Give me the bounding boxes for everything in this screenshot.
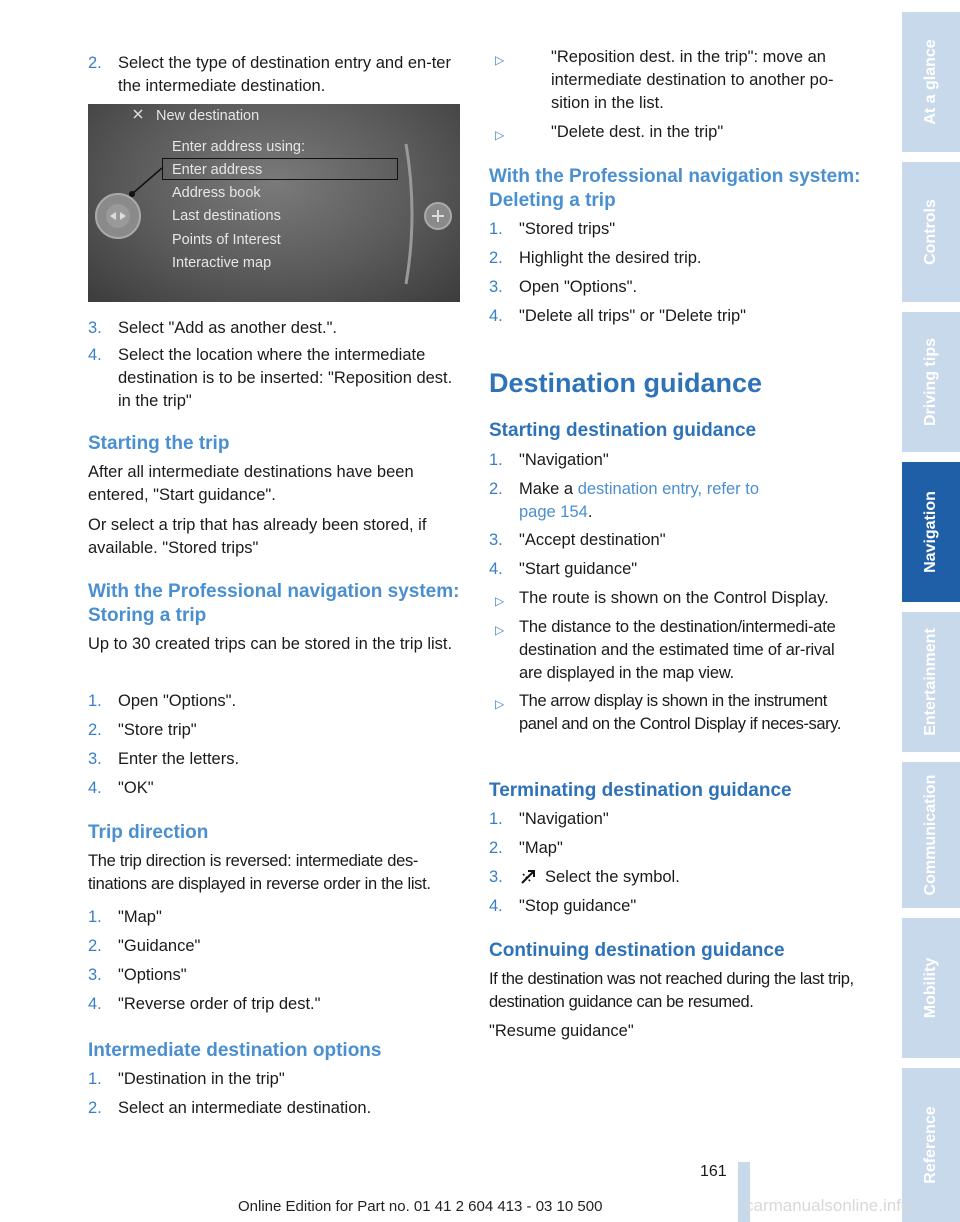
step-number: 1. (88, 1070, 102, 1088)
paragraph: If the destination was not reached during the last trip, destination guidance can be resumed. (489, 970, 854, 1011)
tab-at-a-glance[interactable] (902, 12, 960, 152)
menu-item: Enter address (172, 162, 263, 178)
step-number: 4. (489, 560, 503, 578)
step-text: Open "Options". (118, 692, 237, 710)
tab-reference[interactable] (902, 1068, 960, 1222)
page-number: 161 (700, 1163, 727, 1180)
step-text: "OK" (118, 779, 154, 797)
tab-label: Navigation (922, 491, 939, 573)
bullet-text: The arrow display is shown in the instrument panel and on the Control Display if neces-sary. (519, 692, 842, 733)
step-text: "Delete all trips" or "Delete trip" (519, 307, 747, 325)
step-text: Open "Options". (519, 278, 638, 296)
bullet-text: The route is shown on the Control Display. (519, 589, 829, 607)
step-text: "Accept destination" (519, 531, 666, 549)
step-text-prefix: Make a (519, 480, 578, 498)
step-number: 2. (88, 937, 102, 955)
step-number: 4. (489, 307, 503, 325)
tab-mobility[interactable] (902, 918, 960, 1058)
step-text: "Guidance" (118, 937, 201, 955)
step-text (519, 478, 799, 524)
step-number: 4. (489, 897, 503, 915)
step-text: Highlight the desired trip. (519, 249, 702, 267)
step-text: "Navigation" (519, 451, 609, 469)
step-text: Select the symbol. (545, 868, 680, 886)
idrive-screenshot (88, 104, 460, 302)
step-text: Select "Add as another dest.". (118, 319, 338, 337)
step-number: 2. (489, 480, 503, 498)
step-text: "Navigation" (519, 810, 609, 828)
chapter-heading: Destination guidance (489, 368, 763, 398)
step-number: 4. (88, 346, 102, 364)
tab-label: Reference (922, 1106, 939, 1184)
step-text: "Map" (519, 839, 563, 857)
controller-graphic (88, 104, 460, 302)
step-number: 2. (489, 249, 503, 267)
paragraph: After all intermediate destinations have been entered, "Start guidance". (88, 463, 414, 504)
step-text: "Destination in the trip" (118, 1070, 285, 1088)
section-heading: Intermediate destination options (88, 1040, 382, 1061)
step-number: 4. (88, 779, 102, 797)
section-heading: With the Professional navigation system: Deleting a trip (489, 166, 861, 211)
bullet-text: "Reposition dest. in the trip": move an intermediate destination to another po-sition in the list. (551, 48, 834, 112)
paragraph: Up to 30 created trips can be stored in the trip list. (88, 635, 453, 653)
tab-navigation[interactable] (902, 462, 960, 602)
bullet-icon: ▷ (495, 128, 505, 142)
tab-label: Entertainment (922, 628, 939, 736)
step-number: 1. (489, 220, 503, 238)
step-number: 2. (489, 839, 503, 857)
step-number: 3. (88, 750, 102, 768)
bullet-text: The distance to the destination/intermedi-ate destination and the estimated time of ar-rival are displayed in the map view. (519, 618, 836, 682)
section-heading: Continuing destination guidance (489, 940, 785, 961)
section-heading: Starting the trip (88, 433, 230, 454)
step-number: 1. (489, 810, 503, 828)
step-text: "Map" (118, 908, 162, 926)
tab-label: Mobility (922, 957, 939, 1019)
step-number: 3. (489, 868, 503, 886)
bullet-icon: ▷ (495, 623, 505, 637)
menu-item: Last destinations (172, 208, 281, 224)
bullet-icon: ▷ (495, 594, 505, 608)
screenshot-header: New destination (156, 108, 260, 124)
tab-label: At a glance (922, 39, 939, 125)
step-number: 3. (489, 531, 503, 549)
step-text: Select the type of destination entry and en-ter the intermediate destination. (118, 54, 451, 95)
paragraph: Or select a trip that has already been stored, if available. "Stored trips" (88, 516, 427, 557)
step-number: 2. (88, 54, 102, 72)
step-number: 1. (88, 692, 102, 710)
bullet-icon: ▷ (495, 53, 505, 67)
step-text: "Stored trips" (519, 220, 616, 238)
step-number: 2. (88, 721, 102, 739)
step-number: 4. (88, 995, 102, 1013)
guidance-symbol-icon (519, 868, 537, 893)
menu-item: Points of Interest (172, 232, 281, 248)
step-text: Select an intermediate destination. (118, 1099, 372, 1117)
section-heading: Trip direction (88, 822, 209, 843)
page-reference-link[interactable]: destination entry, refer to page 154 (519, 480, 759, 521)
step-text-suffix: . (587, 503, 593, 521)
tab-driving-tips[interactable] (902, 312, 960, 452)
step-number: 1. (88, 908, 102, 926)
step-text: "Options" (118, 966, 187, 984)
watermark: carmanualsonline.info (745, 1196, 911, 1215)
step-text: "Start guidance" (519, 560, 638, 578)
tab-entertainment[interactable] (902, 612, 960, 752)
paragraph: The trip direction is reversed: intermediate des-tinations are displayed in reverse order in the list. (88, 852, 431, 893)
tab-label: Controls (922, 199, 939, 265)
menu-item: Address book (172, 185, 261, 201)
tab-communication[interactable] (902, 762, 960, 908)
footer-text: Online Edition for Part no. 01 41 2 604 413 - 03 10 500 (238, 1198, 603, 1215)
menu-item: Enter address using: (172, 139, 305, 155)
step-text: Select the location where the intermediate destination is to be inserted: "Reposition dest. in the trip" (118, 346, 453, 410)
step-number: 2. (88, 1099, 102, 1117)
tab-label: Driving tips (922, 337, 939, 427)
menu-item: Interactive map (172, 255, 272, 271)
section-heading: With the Professional navigation system: Storing a trip (88, 581, 460, 626)
bullet-icon: ▷ (495, 697, 505, 711)
step-text: "Reverse order of trip dest." (118, 995, 321, 1013)
step-number: 3. (88, 319, 102, 337)
step-text: Enter the letters. (118, 750, 240, 768)
section-heading: Starting destination guidance (489, 420, 757, 441)
step-number: 3. (88, 966, 102, 984)
section-heading: Terminating destination guidance (489, 780, 792, 801)
step-number: 1. (489, 451, 503, 469)
tab-controls[interactable] (902, 162, 960, 302)
paragraph: "Resume guidance" (489, 1022, 634, 1040)
chapter-tabs (900, 0, 960, 1222)
bullet-text: "Delete dest. in the trip" (551, 123, 724, 141)
step-text: "Stop guidance" (519, 897, 637, 915)
selection-highlight (162, 158, 398, 180)
step-text: "Store trip" (118, 721, 197, 739)
step-number: 3. (489, 278, 503, 296)
tab-label: Communication (922, 774, 939, 896)
